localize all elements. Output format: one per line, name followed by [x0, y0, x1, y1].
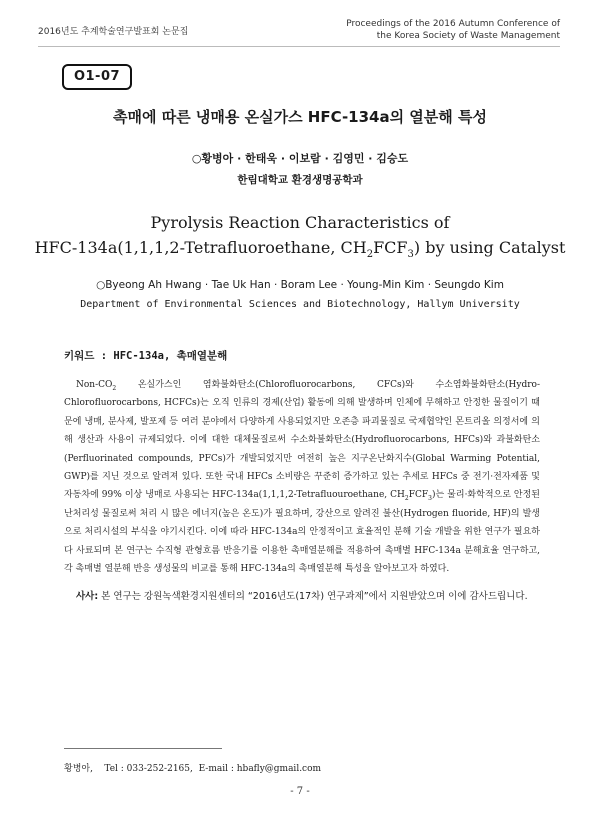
footnote: 황병아, Tel : 033-252-2165, E-mail : hbafly@gmail.com	[64, 764, 322, 774]
page-number: - 7 -	[290, 786, 310, 797]
header-right-line1: Proceedings of the 2016 Autumn Conference of	[346, 19, 560, 29]
title-english-line1: Pyrolysis Reaction Characteristics of	[150, 213, 450, 232]
title-english-line2	[0, 235, 600, 267]
abstract-part1: Non-CO	[76, 380, 113, 390]
title-en-part-a: HFC-134a(1,1,1,2-Tetrafluoroethane, CH	[34, 238, 367, 257]
abstract-sub2: 2	[404, 495, 409, 503]
abstract-part3: FCF	[408, 490, 429, 501]
acknowledgement	[64, 588, 540, 602]
abstract-body	[64, 376, 540, 578]
title-en-sub1: 2	[366, 249, 374, 261]
authors-korean: ○황병아 · 한태욱 · 이보람 · 김영민 · 김승도	[191, 152, 409, 165]
abstract-part4: )는 물리·화학적으로 안정된 난처리성 물질로써 처리 시 많은 에너지(높은 온도)가 필요하며, 강산으로 알려진 불산(Hydrogen fluoride, HF)의 발생으로 처리시설의 부식을 야기시킨다. 이에 따라 HFC-134a의 안정적이고 효율적인 분해 기술 개발을 위한 연구가 필요하다 사료되며 본 연구는 수직형 관형흐름 반응기를 이용한 촉매열분해를 적용하여 촉매별 HFC-134a 분해효율 연구하고, 각 촉매별 열분해 반응 생성물의 비교를 통해 HFC-134a의 촉매열분해 특성을 알아보고자 하였다.	[64, 490, 540, 575]
title-en-part-b: FCF	[373, 238, 408, 257]
paper-id-badge: O1-07	[62, 64, 132, 90]
acknowledgement-label: 사사:	[76, 591, 99, 602]
affiliation-english: Department of Environmental Sciences and Biotechnology, Hallym University	[80, 299, 520, 310]
title-en-sub2: 3	[407, 249, 414, 261]
authors-english: ○Byeong Ah Hwang · Tae Uk Han · Boram Lee · Young-Min Kim · Seungdo Kim	[96, 279, 504, 291]
abstract-part2: 온실가스인 염화불화탄소(Chlorofluorocarbons, CFCs)와 수소염화불화탄소(Hydro-Chlorofluorocarbons, HCFCs)는 오직 인류의 경제(산업) 활동에 의해 발생하며 인체에 무해하고 안정한 물질이기 때문에 냉매, 분사제, 발포제 등 여러 분야에서 다양하게 사용되었지만 오존층 파괴물질로 국제협약인 몬트리올 의정서에 의해 생산과 사용이 규제되었다. 이에 대한 대체물질로써 수소화불화탄소(Hydrofluorocarbons, HFCs)와 과불화탄소(Perfluorinated compounds, PFCs)가 개발되었지만 여전히 높은 지구온난화지수(Global Warming Potential, GWP)를 지닌 것으로 알려져 있다. 또한 국내 HFCs 소비량은 꾸준히 증가하고 있는 추세로 HFCs 중 전기·전자제품 및 자동차에 99% 이상 냉매로 사용되는 HFC-134a(1,1,1,2-Tetrafluouroethane, CH	[64, 380, 540, 501]
abstract-sub3: 3	[428, 495, 432, 503]
header-divider	[38, 46, 560, 47]
abstract-sub1: 2	[112, 384, 117, 392]
header-right	[300, 18, 560, 42]
keywords: 키워드 : HFC-134a, 촉매열분해	[64, 350, 228, 362]
title-en-part-c: ) by using Catalyst	[413, 238, 566, 257]
title-english	[0, 210, 600, 267]
affiliation-korean: 한림대학교 환경생명공학과	[237, 174, 363, 186]
footnote-rule	[64, 748, 222, 749]
acknowledgement-text: 본 연구는 강원녹색환경지원센터의 “2016년도(17차) 연구과제”에서 지원받았으며 이에 감사드립니다.	[98, 591, 528, 602]
header-right-line2: the Korea Society of Waste Management	[376, 31, 560, 41]
title-korean: 촉매에 따른 냉매용 온실가스 HFC-134a의 열분해 특성	[113, 108, 487, 126]
header-left: 2016년도 추계학술연구발표회 논문집	[38, 27, 189, 37]
